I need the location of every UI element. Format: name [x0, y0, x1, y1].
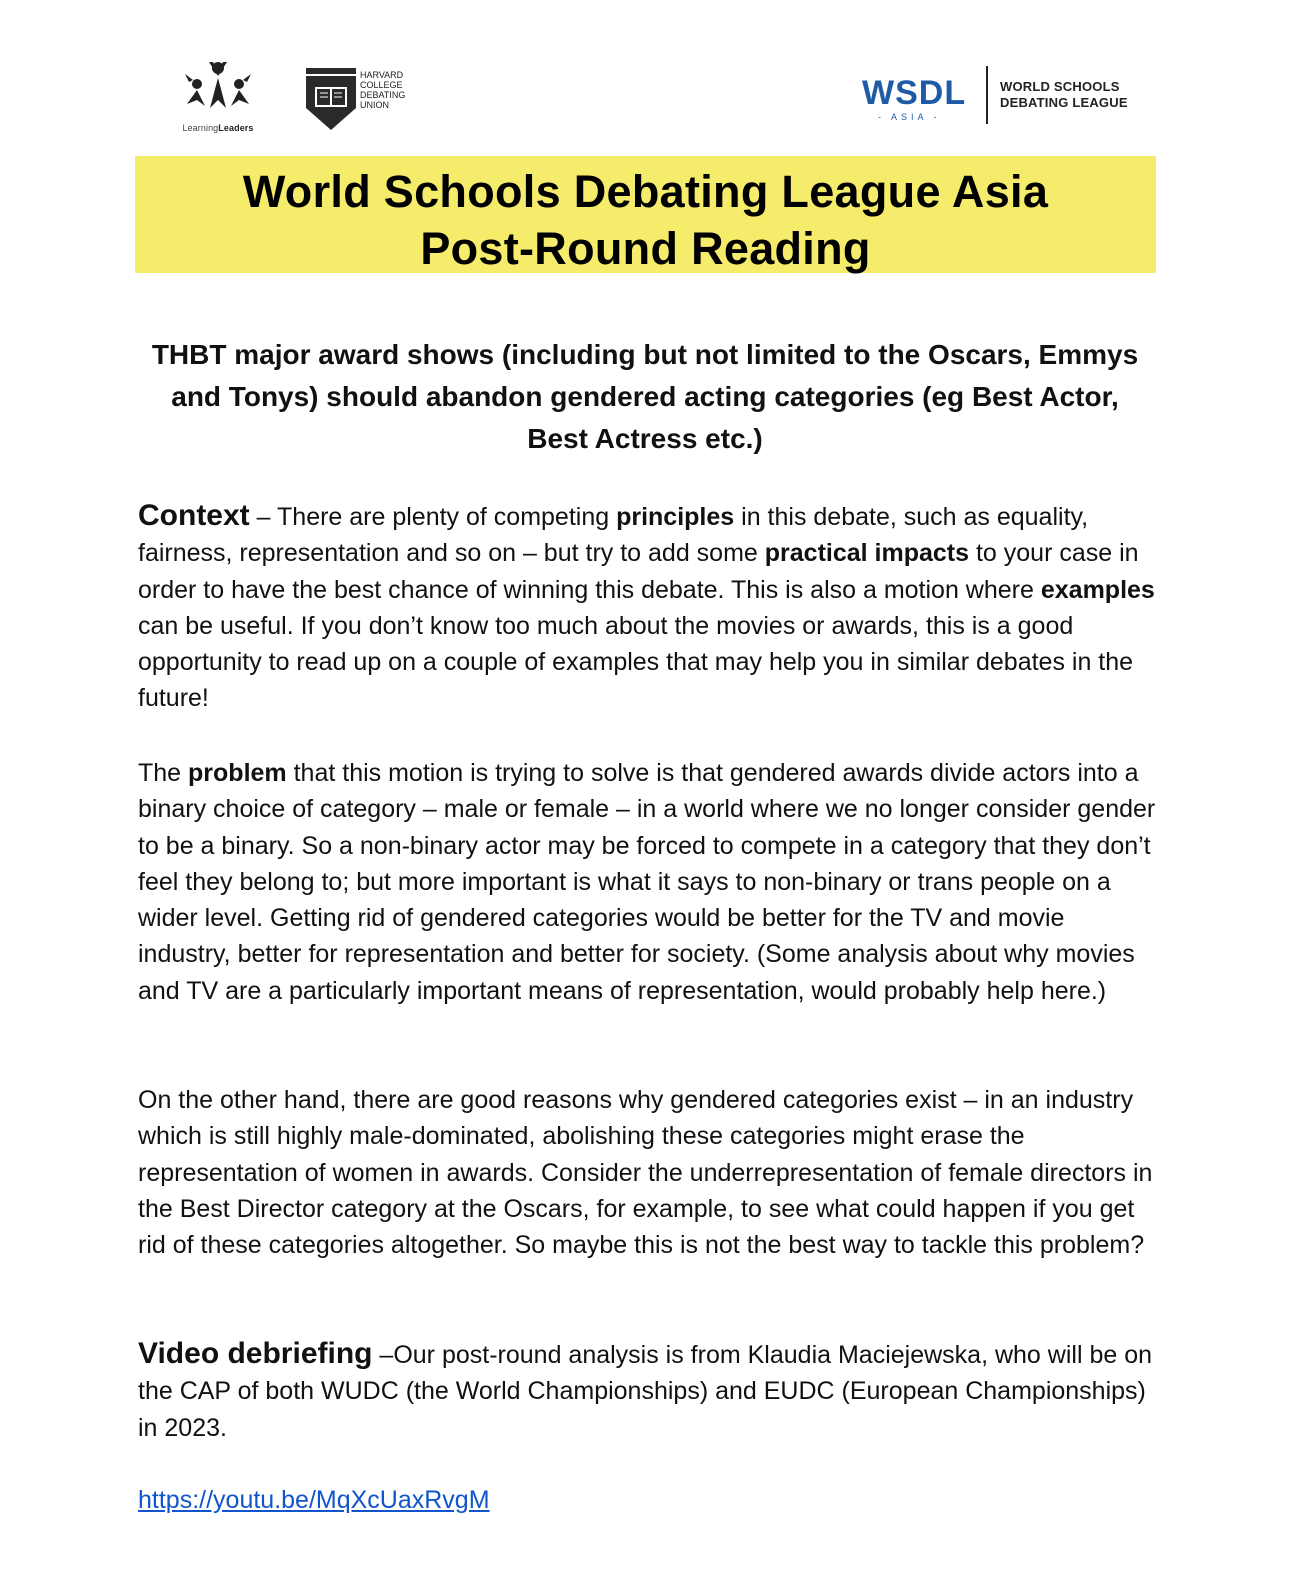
header-logos: [0, 0, 1309, 150]
problem-paragraph: The problem that this motion is trying to solve is that gendered awards divide actors into a binary choice of category – male or female – in a world where we no longer consider gender to be a binary. So a non-binary actor may be forced to compete in a category that they don’t feel they belong to; but more important is what it says to non-binary or trans people on a wider level. Getting rid of gendered categories would be better for the TV and movie industry, better for representation and better for society. (Some analysis about why movies and TV are a particularly important means of representation, would probably help here.): [138, 759, 1156, 1005]
motion-statement: THBT major award shows (including but not limited to the Oscars, Emmys and Tonys) should abandon gendered acting categories (eg Best Actor, Best Actress etc.): [151, 339, 1139, 454]
title-banner: [135, 156, 1156, 273]
video-debriefing-heading: Video debriefing: [138, 1337, 373, 1370]
video-debriefing-paragraph: Video debriefing –Our post-round analysis is from Klaudia Maciejewska, who will be on the CAP of both WUDC (the World Championships) and EUDC (European Championships) in 2023.: [138, 1337, 1153, 1442]
other-hand-paragraph: On the other hand, there are good reasons why gendered categories exist – in an industry which is still highly male-dominated, abolishing these categories might erase the representation of women in awards. Consider the underrepresentation of female directors in the Best Director category at the Oscars, for example, to see what could happen if you get rid of these categories altogether. So maybe this is not the best way to tackle this problem?: [138, 1086, 1153, 1260]
wsdl-asia-label: - ASIA -: [878, 112, 941, 122]
wsdl-wordmark: WSDL: [862, 74, 967, 112]
youtube-link[interactable]: https://youtu.be/MqXcUaxRvgM: [138, 1486, 490, 1514]
harvard-debating-union-logo: [306, 68, 406, 135]
wsdl-league-name: WORLD SCHOOLS DEBATING LEAGUE: [1000, 79, 1128, 110]
learning-leaders-icon: [183, 60, 253, 116]
harvard-logo-text: HARVARD COLLEGE DEBATING UNION: [360, 70, 406, 110]
context-heading: Context: [138, 499, 250, 532]
learning-leaders-caption: LearningLeaders: [182, 123, 254, 133]
page-title: World Schools Debating League Asia Post-Round Reading: [242, 166, 1049, 274]
wsdl-divider: [986, 66, 988, 124]
context-paragraph: Context – There are plenty of competing principles in this debate, such as equality, fairness, representation and so on – but try to add some practical impacts to your case in order to have the best chance of winning this debate. This is also a motion where examples can be useful. If you don’t know too much about the movies or awards, this is a good opportunity to read up on a couple of examples that may help you in similar debates in the future!: [138, 499, 1155, 713]
wsdl-asia-logo: [862, 64, 1162, 128]
learning-leaders-logo: [170, 60, 266, 133]
harvard-shield-icon: [306, 68, 356, 130]
